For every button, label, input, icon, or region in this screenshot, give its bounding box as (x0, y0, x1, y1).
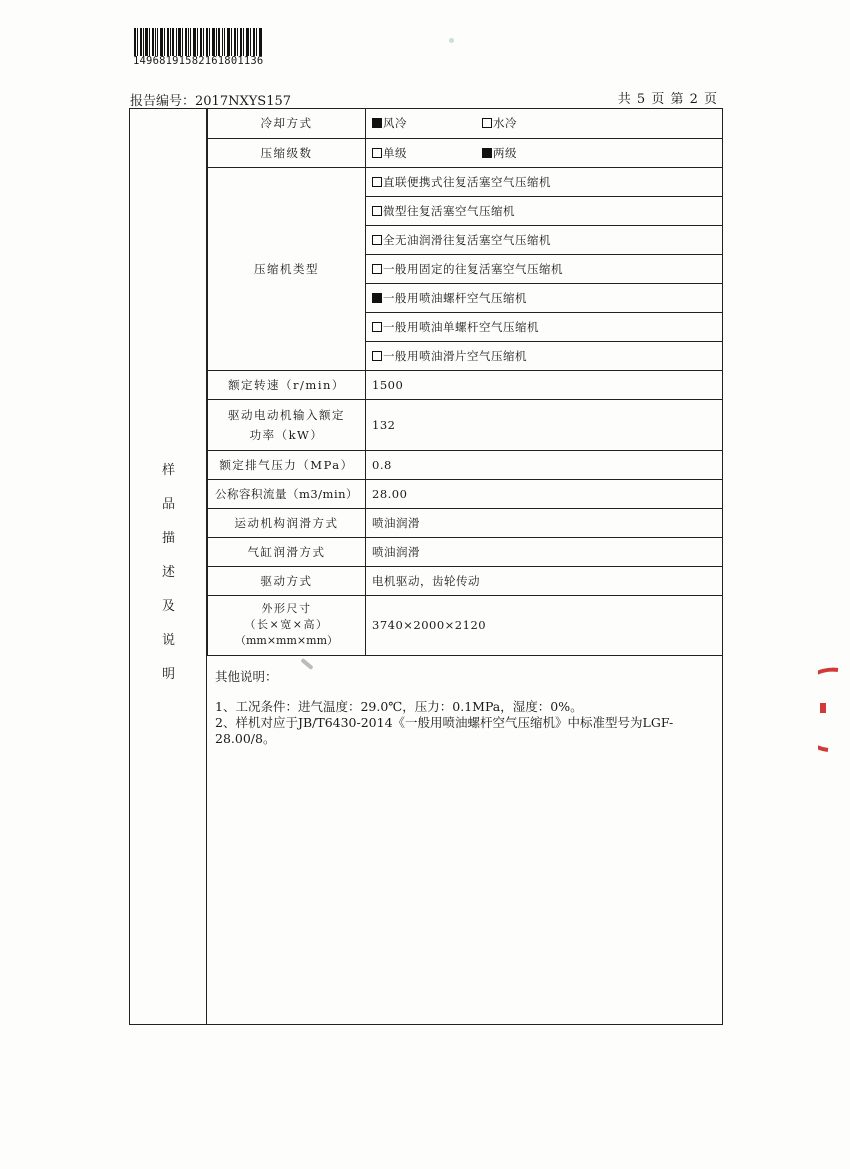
barcode-number: 14968191582161801136 (133, 55, 264, 67)
flow-value: 28.00 (366, 479, 724, 508)
cooling-value (366, 109, 724, 138)
table-row (208, 479, 724, 508)
spec-table (207, 109, 723, 656)
power-label-line: 功率（kW） (249, 427, 324, 442)
drive-value: 电机驱动，齿轮传动 (366, 566, 724, 595)
option-text: 一般用喷油螺杆空气压缩机 (383, 290, 527, 305)
dimensions-label-line: （mm×mm×mm） (234, 634, 339, 647)
scan-speck (449, 38, 454, 43)
compressor-type-label: 压缩机类型 (208, 167, 366, 370)
checkbox-icon (372, 351, 382, 361)
notes-line: 2、样机对应于JB/T6430-2014《一般用喷油螺杆空气压缩机》中标准型号为LGF-28.00/8。 (215, 715, 674, 746)
pressure-value: 0.8 (366, 450, 724, 479)
drive-label: 驱动方式 (208, 566, 366, 595)
stages-option: 单级 (383, 145, 407, 160)
checkbox-icon (372, 118, 382, 128)
power-label-line: 驱动电动机输入额定 (228, 407, 345, 422)
side-char: 描 (161, 531, 175, 546)
power-value: 132 (366, 399, 724, 450)
checkbox-icon (372, 264, 382, 274)
side-char: 述 (161, 565, 175, 580)
side-column (130, 109, 207, 1024)
report-number-value: 2017NXYS157 (195, 94, 292, 109)
option-text: 一般用喷油单螺杆空气压缩机 (383, 319, 539, 334)
mech-lube-label: 运动机构润滑方式 (208, 508, 366, 537)
option-text: 直联便携式往复活塞空气压缩机 (383, 174, 551, 189)
table-row (208, 109, 724, 138)
checkbox-icon (372, 322, 382, 332)
checkbox-icon (372, 206, 382, 216)
mech-lube-value: 喷油润滑 (366, 508, 724, 537)
option-text: 微型往复活塞空气压缩机 (383, 203, 515, 218)
dimensions-label-line: （长×宽×高） (244, 618, 329, 631)
side-char: 品 (161, 497, 175, 512)
notes-line: 1、工况条件：进气温度：29.0℃，压力：0.1MPa，湿度：0%。 (215, 699, 583, 714)
compressor-type-option (366, 254, 724, 283)
pressure-label: 额定排气压力（MPa） (208, 450, 366, 479)
compressor-type-option (366, 225, 724, 254)
report-number (130, 90, 291, 109)
dimensions-label-line: 外形尺寸 (261, 602, 312, 615)
table-row (208, 138, 724, 167)
notes-title: 其他说明： (215, 669, 278, 684)
compressor-type-option (366, 341, 724, 370)
flow-label: 公称容积流量（m3/min） (208, 479, 366, 508)
compressor-type-option (366, 312, 724, 341)
side-char: 及 (161, 599, 175, 614)
other-notes (215, 669, 715, 747)
stages-option: 两级 (493, 145, 517, 160)
speed-value: 1500 (366, 370, 724, 399)
cyl-lube-label: 气缸润滑方式 (208, 537, 366, 566)
table-row (208, 595, 724, 655)
speed-label: 额定转速（r/min） (208, 370, 366, 399)
cooling-option: 水冷 (493, 116, 517, 131)
table-row (208, 399, 724, 450)
table-row (208, 566, 724, 595)
side-char: 明 (161, 667, 175, 682)
dimensions-label (208, 595, 366, 655)
dimensions-value: 3740×2000×2120 (366, 595, 724, 655)
table-row (208, 167, 724, 196)
side-label (130, 459, 207, 697)
table-row (208, 450, 724, 479)
option-text: 一般用喷油滑片空气压缩机 (383, 348, 527, 363)
cyl-lube-value: 喷油润滑 (366, 537, 724, 566)
compressor-type-option (366, 283, 724, 312)
report-number-label: 报告编号： (130, 94, 196, 109)
cooling-label: 冷却方式 (208, 109, 366, 138)
barcode (134, 28, 262, 56)
page-indicator: 共 5 页 第 2 页 (617, 92, 718, 107)
option-text: 一般用固定的往复活塞空气压缩机 (383, 261, 563, 276)
checkbox-icon (482, 148, 492, 158)
sample-description-frame (129, 108, 723, 1025)
side-char: 样 (161, 463, 175, 478)
compressor-type-option (366, 167, 724, 196)
table-row (208, 537, 724, 566)
table-row (208, 370, 724, 399)
compressor-type-option (366, 196, 724, 225)
option-text: 全无油润滑往复活塞空气压缩机 (383, 232, 551, 247)
table-row (208, 508, 724, 537)
power-label (208, 399, 366, 450)
stages-value (366, 138, 724, 167)
red-stamp-fragment (818, 665, 850, 755)
stages-label: 压缩级数 (208, 138, 366, 167)
side-char: 说 (161, 633, 175, 648)
cooling-option: 风冷 (383, 116, 407, 131)
checkbox-icon (372, 293, 382, 303)
checkbox-icon (482, 118, 492, 128)
checkbox-icon (372, 235, 382, 245)
checkbox-icon (372, 148, 382, 158)
checkbox-icon (372, 177, 382, 187)
